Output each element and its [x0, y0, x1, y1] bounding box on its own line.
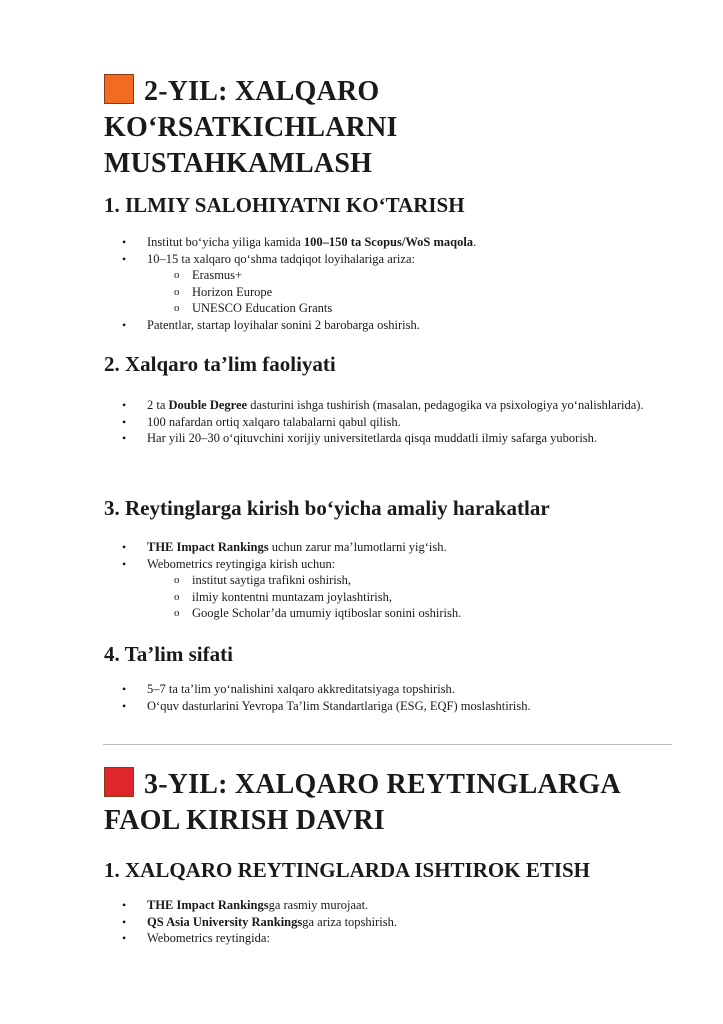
- list-item-text: uchun zarur ma’lumotlarni yig‘ish.: [268, 540, 447, 554]
- year3-title: [104, 767, 621, 839]
- list-item: [104, 251, 476, 317]
- list-item: • O‘quv dasturlarini Yevropa Ta’lim Standartlariga (ESG, EQF) moslashtirish.: [104, 698, 531, 715]
- list-item: • Patentlar, startap loyihalar sonini 2 barobarga oshirish.: [104, 317, 476, 334]
- sublist-item: o ilmiy kontentni muntazam joylashtirish,: [147, 589, 461, 606]
- list-item: • 100 nafardan ortiq xalqaro talabalarni qabul qilish.: [104, 414, 664, 431]
- list-item-text: .: [473, 235, 477, 249]
- year3-sub1-list: [104, 897, 397, 947]
- list-item-text: 2 ta: [147, 398, 169, 412]
- year2-title: [104, 74, 398, 182]
- list-item-bold: 100–150 ta Scopus/WoS maqola: [303, 235, 474, 249]
- year2-title-line3: MUSTAHKAMLASH: [104, 148, 373, 179]
- year2-title-line1: 2-YIL: XALQARO: [144, 76, 380, 107]
- list-item-text: dasturini ishga tushirish (masalan, pedagogika va psixologiya yo‘nalishlarida).: [247, 398, 644, 412]
- orange-square-icon: [104, 74, 134, 104]
- list-item-text: Institut bo‘yicha yiliga kamida: [147, 235, 304, 249]
- year2-sub3-heading: 3. Reytinglarga kirish bo‘yicha amaliy harakatlar: [104, 496, 550, 520]
- year2-sub1-list: [104, 234, 476, 333]
- list-item-text: Webometrics reytingiga kirish uchun:: [147, 556, 336, 571]
- sublist: [147, 572, 461, 622]
- list-item: [104, 914, 397, 931]
- list-item-text: ga ariza topshirish.: [302, 914, 398, 929]
- list-item: • 5–7 ta ta’lim yo‘nalishini xalqaro akkreditatsiyaga topshirish.: [104, 681, 531, 698]
- red-square-icon: [104, 767, 134, 797]
- list-item: [104, 397, 664, 414]
- sublist-item: o UNESCO Education Grants: [147, 300, 476, 317]
- year2-sub4-list: [104, 681, 531, 714]
- list-item: • Webometrics reytingida:: [104, 930, 397, 947]
- year2-title-line2: KO‘RSATKICHLARNI: [104, 112, 398, 143]
- sublist-item: o Erasmus+: [147, 267, 476, 284]
- list-item: [104, 556, 461, 622]
- list-item: [104, 539, 461, 556]
- list-item-bold: QS Asia University Rankings: [147, 914, 303, 929]
- sublist: [147, 267, 476, 317]
- list-item: [104, 897, 397, 914]
- year3-title-line2: FAOL KIRISH DAVRI: [104, 805, 385, 836]
- list-item: • Har yili 20–30 o‘qituvchini xorijiy universitetlarda qisqa muddatli ilmiy safarga yuborish.: [104, 430, 664, 447]
- section-divider: [103, 744, 672, 745]
- year2-sub2-list: [104, 397, 664, 447]
- list-item-bold: Double Degree: [168, 398, 248, 412]
- year3-sub1-heading: 1. XALQARO REYTINGLARDA ISHTIROK ETISH: [104, 858, 591, 882]
- year2-sub3-list: [104, 539, 461, 622]
- sublist-item: o Google Scholar’da umumiy iqtiboslar sonini oshirish.: [147, 605, 461, 622]
- year2-sub4-heading: 4. Ta’lim sifati: [104, 642, 233, 666]
- sublist-item: o institut saytiga trafikni oshirish,: [147, 572, 461, 589]
- list-item-bold: THE Impact Rankings: [147, 898, 269, 912]
- year2-sub1-heading: 1. ILMIY SALOHIYATNI KO‘TARISH: [104, 193, 465, 217]
- year2-sub2-heading: 2. Xalqaro ta’lim faoliyati: [104, 352, 336, 376]
- list-item-text: 10–15 ta xalqaro qo‘shma tadqiqot loyihalariga ariza:: [147, 251, 415, 266]
- list-item: [104, 234, 476, 251]
- sublist-item: o Horizon Europe: [147, 284, 476, 301]
- year3-title-line1: 3-YIL: XALQARO REYTINGLARGA: [144, 769, 621, 800]
- list-item-bold: THE Impact Rankings: [147, 540, 269, 554]
- list-item-text: ga rasmiy murojaat.: [268, 898, 369, 912]
